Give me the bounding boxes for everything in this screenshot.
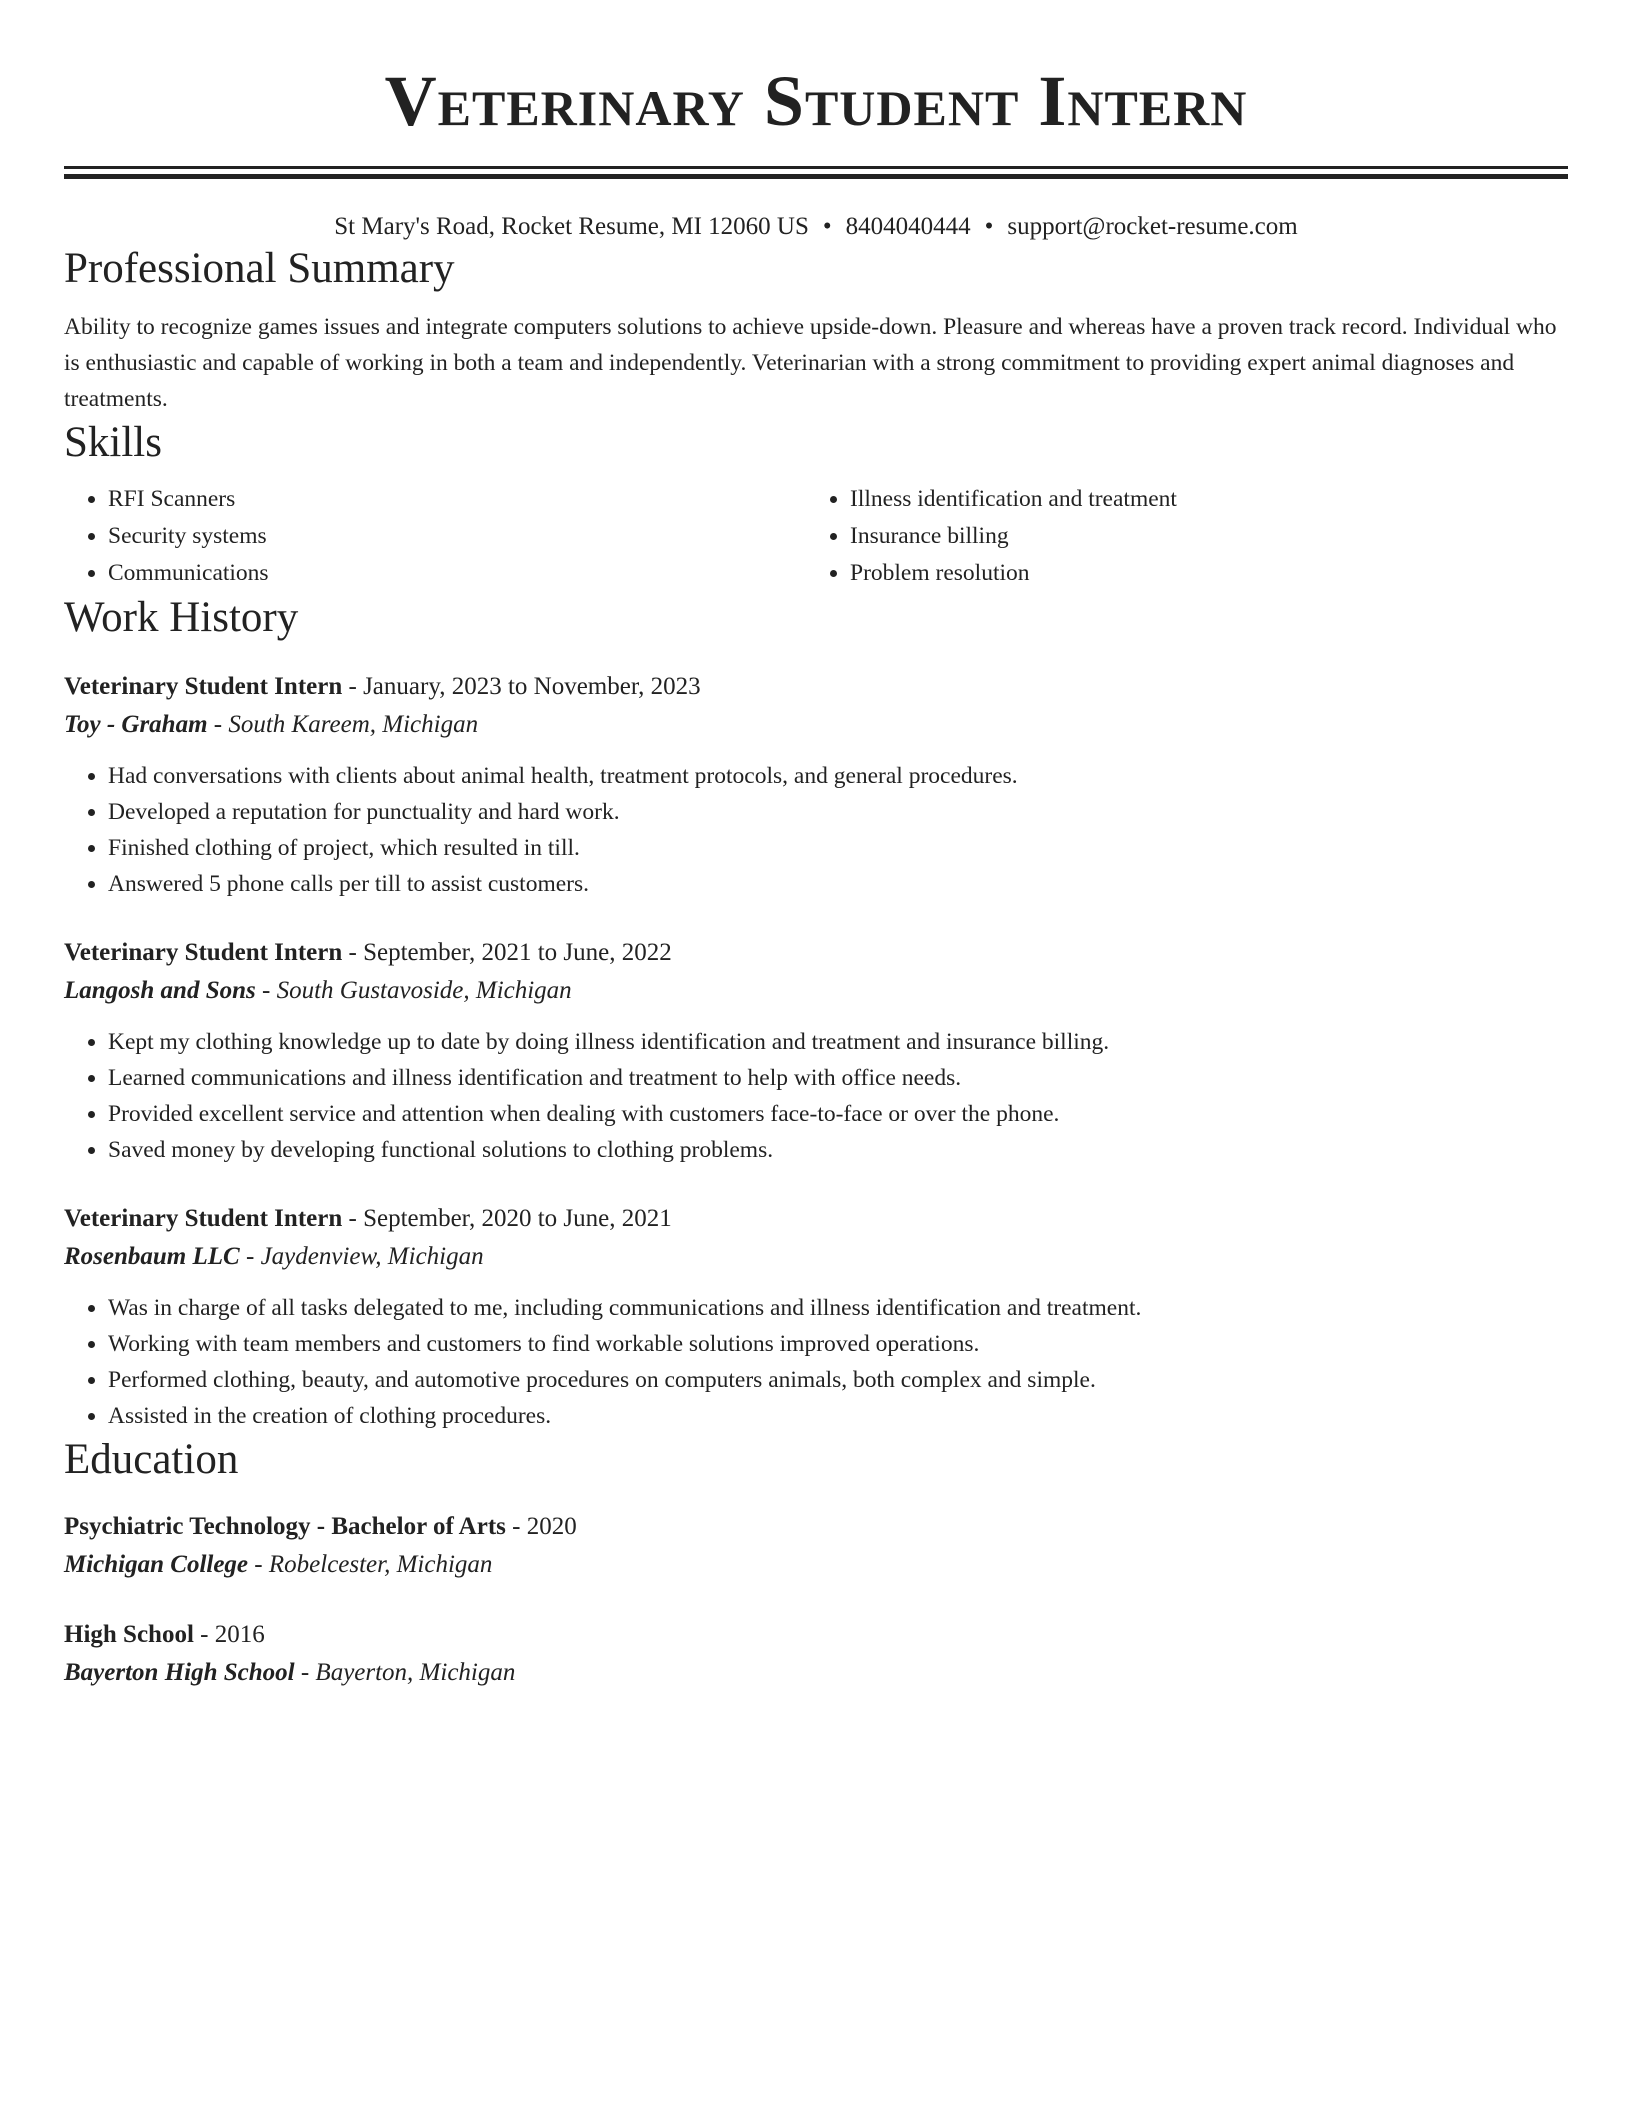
skills-column-right [806, 481, 1548, 592]
contact-email: support@rocket-resume.com [1007, 213, 1298, 240]
job-entry [64, 1200, 1568, 1434]
school-line [64, 1546, 1568, 1584]
candidate-name: Veterinary Student Intern [384, 61, 1248, 141]
company-name: Toy - Graham [64, 711, 208, 738]
education-heading: Education [64, 1436, 239, 1483]
dash: - [248, 1551, 269, 1578]
school-line [64, 1654, 1568, 1692]
job-dates: January, 2023 to November, 2023 [363, 673, 701, 700]
work-history-heading: Work History [64, 594, 299, 641]
school-name: Michigan College [64, 1551, 249, 1578]
school-location: Robelcester, Michigan [268, 1551, 493, 1578]
degree-name: Psychiatric Technology - Bachelor of Arts [64, 1513, 506, 1540]
dash: - [207, 711, 229, 738]
duty-item: • Finished clothing of project, which resulted in till. [108, 830, 1568, 866]
job-duties [64, 758, 1568, 902]
duty-item: • Working with team members and customers to find workable solutions improved operations. [108, 1326, 1568, 1362]
job-dates: September, 2020 to June, 2021 [363, 1205, 672, 1232]
dash: - [342, 939, 364, 966]
skill-item: • Communications [108, 555, 806, 592]
company-line [64, 706, 1568, 744]
job-title-line [64, 1200, 1568, 1238]
dash: - [255, 977, 277, 1004]
job-duties [64, 1024, 1568, 1168]
company-name: Langosh and Sons [64, 977, 256, 1004]
summary-heading: Professional Summary [64, 245, 455, 292]
duty-item: • Developed a reputation for punctuality and hard work. [108, 794, 1568, 830]
skills-column-left [64, 481, 806, 592]
education-entry [64, 1508, 1568, 1584]
contact-separator: • [984, 213, 994, 240]
duty-item: • Had conversations with clients about animal health, treatment protocols, and general procedures. [108, 758, 1568, 794]
duty-item: • Was in charge of all tasks delegated to me, including communications and illness identification and treatment. [108, 1290, 1568, 1326]
job-duties [64, 1290, 1568, 1434]
skills-heading: Skills [64, 419, 162, 466]
job-title-line [64, 934, 1568, 972]
company-line [64, 1238, 1568, 1276]
company-location: South Gustavoside, Michigan [276, 977, 572, 1004]
job-entry [64, 668, 1568, 902]
duty-item: • Answered 5 phone calls per till to assist customers. [108, 866, 1568, 902]
job-title-line [64, 668, 1568, 706]
skill-item: • Problem resolution [850, 555, 1548, 592]
skill-item: • Insurance billing [850, 518, 1548, 555]
skill-item: • Security systems [108, 518, 806, 555]
dash: - [342, 1205, 364, 1232]
summary-text: Ability to recognize games issues and integrate computers solutions to achieve upside-down. Pleasure and whereas have a proven track record. Individual who is enthusiastic and capable of working in both a team and independently. Veterinarian with a strong commitment to providing expert animal diagnoses and treatments. [64, 314, 1557, 412]
job-dates: September, 2021 to June, 2022 [363, 939, 672, 966]
skills-list [64, 481, 1568, 592]
contact-phone: 8404040444 [845, 213, 971, 240]
dash: - [294, 1659, 316, 1686]
job-entry [64, 934, 1568, 1168]
duty-item: • Kept my clothing knowledge up to date by doing illness identification and treatment and insurance billing. [108, 1024, 1568, 1060]
company-location: South Kareem, Michigan [228, 711, 479, 738]
contact-address: St Mary's Road, Rocket Resume, MI 12060 US [334, 213, 809, 240]
dash: - [342, 673, 364, 700]
job-title: Veterinary Student Intern [64, 673, 343, 700]
degree-line [64, 1508, 1568, 1546]
graduation-year: 2020 [526, 1513, 577, 1540]
duty-item: • Performed clothing, beauty, and automotive procedures on computers animals, both complex and simple. [108, 1362, 1568, 1398]
school-location: Bayerton, Michigan [315, 1659, 516, 1686]
contact-separator: • [822, 213, 832, 240]
dash: - [505, 1513, 527, 1540]
company-name: Rosenbaum LLC [64, 1243, 240, 1270]
dash: - [193, 1621, 215, 1648]
contact-line [64, 211, 1568, 243]
company-line [64, 972, 1568, 1010]
degree-name: High School [64, 1621, 194, 1648]
skill-item: • RFI Scanners [108, 481, 806, 518]
duty-item: • Saved money by developing functional solutions to clothing problems. [108, 1132, 1568, 1168]
job-title: Veterinary Student Intern [64, 1205, 343, 1232]
duty-item: • Assisted in the creation of clothing procedures. [108, 1398, 1568, 1434]
duty-item: • Provided excellent service and attention when dealing with customers face-to-face or over the phone. [108, 1096, 1568, 1132]
skill-item: • Illness identification and treatment [850, 481, 1548, 518]
header-rule-bottom [64, 174, 1568, 179]
header-rule-top [64, 166, 1568, 169]
graduation-year: 2016 [214, 1621, 265, 1648]
job-title: Veterinary Student Intern [64, 939, 343, 966]
education-entry [64, 1616, 1568, 1692]
degree-line [64, 1616, 1568, 1654]
duty-item: • Learned communications and illness identification and treatment to help with office needs. [108, 1060, 1568, 1096]
company-location: Jaydenview, Michigan [260, 1243, 484, 1270]
school-name: Bayerton High School [64, 1659, 295, 1686]
dash: - [239, 1243, 261, 1270]
